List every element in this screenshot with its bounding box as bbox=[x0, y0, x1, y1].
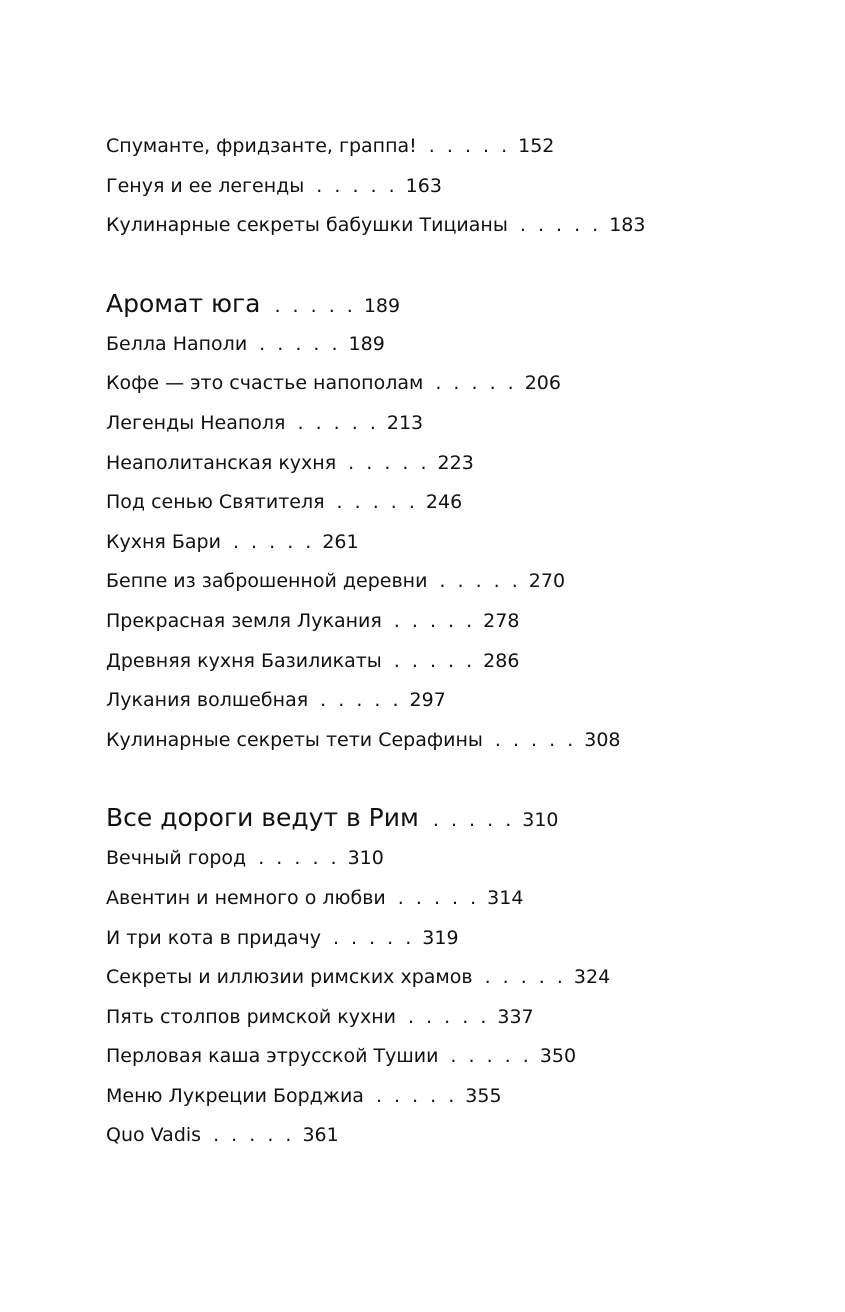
toc-entry bbox=[106, 486, 806, 526]
entry-title: Неаполитанская кухня bbox=[106, 451, 337, 474]
dot-leader: . . . . . bbox=[519, 214, 602, 237]
entry-title: Беппе из заброшенной деревни bbox=[106, 570, 428, 593]
toc-entry bbox=[106, 684, 806, 724]
entry-title: Белла Наполи bbox=[106, 332, 248, 355]
dot-leader: . . . . . bbox=[393, 609, 476, 632]
entry-title: Пять столпов римской кухни bbox=[106, 1005, 397, 1028]
toc-entry bbox=[106, 367, 806, 407]
entry-title: Спуманте, фридзанте, граппа! bbox=[106, 135, 417, 157]
entry-page: 223 bbox=[437, 451, 474, 474]
entry-page: 310 bbox=[347, 847, 384, 870]
dot-leader: . . . . . bbox=[297, 411, 379, 434]
section-heading bbox=[106, 288, 806, 328]
section-heading bbox=[106, 802, 806, 842]
section-page: 189 bbox=[363, 294, 401, 317]
toc-entry bbox=[106, 842, 806, 882]
dot-leader: . . . . . bbox=[348, 451, 430, 474]
dot-leader: . . . . . bbox=[232, 530, 315, 553]
toc-entry bbox=[106, 922, 806, 962]
entry-page: 308 bbox=[584, 728, 621, 751]
dot-leader: . . . . . bbox=[397, 886, 480, 909]
entry-title: Вечный город bbox=[106, 847, 247, 870]
entry-page: 152 bbox=[518, 135, 555, 157]
entry-page: 213 bbox=[386, 411, 424, 434]
entry-page: 350 bbox=[539, 1045, 577, 1068]
entry-page: 163 bbox=[405, 174, 442, 197]
entry-page: 324 bbox=[573, 966, 611, 989]
entry-title: И три кота в придачу bbox=[106, 926, 321, 949]
entry-title: Генуя и ее легенды bbox=[106, 174, 305, 197]
entry-title: Кухня Бари bbox=[106, 530, 221, 553]
toc-entry bbox=[106, 407, 806, 447]
toc-entry bbox=[106, 605, 806, 645]
dot-leader: . . . . . bbox=[320, 689, 402, 712]
toc-entry bbox=[106, 1080, 806, 1120]
entry-title: Легенды Неаполя bbox=[106, 411, 286, 434]
entry-page: 355 bbox=[465, 1084, 502, 1107]
entry-page: 246 bbox=[425, 491, 463, 514]
section-title: Все дороги ведут в Рим bbox=[106, 803, 419, 833]
toc-entry bbox=[106, 130, 806, 170]
toc-entry bbox=[106, 882, 806, 922]
entry-page: 261 bbox=[322, 530, 359, 553]
toc-entry bbox=[106, 1119, 806, 1159]
entry-title: Авентин и немного о любви bbox=[106, 886, 386, 909]
toc-entry bbox=[106, 645, 806, 685]
entry-title: Перловая каша этрусской Тушии bbox=[106, 1045, 439, 1068]
entry-title: Секреты и иллюзии римских храмов bbox=[106, 966, 473, 989]
dot-leader: . . . . . bbox=[213, 1124, 295, 1147]
table-of-contents bbox=[106, 130, 806, 1159]
dot-leader: . . . . . bbox=[316, 174, 398, 197]
entry-title: Под сенью Святителя bbox=[106, 491, 325, 514]
entry-page: 286 bbox=[483, 649, 520, 672]
dot-leader: . . . . . bbox=[432, 809, 515, 832]
toc-entry bbox=[106, 447, 806, 487]
entry-page: 297 bbox=[409, 689, 446, 712]
entry-page: 278 bbox=[483, 609, 520, 632]
dot-leader: . . . . . bbox=[336, 491, 418, 514]
entry-page: 270 bbox=[528, 570, 566, 593]
toc-entry bbox=[106, 1040, 806, 1080]
toc-entry bbox=[106, 1001, 806, 1041]
dot-leader: . . . . . bbox=[274, 294, 356, 317]
entry-page: 361 bbox=[302, 1124, 339, 1147]
toc-entry bbox=[106, 565, 806, 605]
dot-leader: . . . . . bbox=[408, 1005, 490, 1028]
entry-title: Кофе — это счастье напополам bbox=[106, 372, 424, 395]
dot-leader: . . . . . bbox=[393, 649, 476, 672]
section-title: Аромат юга bbox=[106, 288, 261, 318]
entry-title: Древняя кухня Базиликаты bbox=[106, 649, 382, 672]
dot-leader: . . . . . bbox=[375, 1084, 458, 1107]
dot-leader: . . . . . bbox=[258, 847, 340, 870]
entry-page: 189 bbox=[348, 332, 385, 355]
toc-entry bbox=[106, 724, 806, 764]
toc-entry bbox=[106, 961, 806, 1001]
section-page: 310 bbox=[522, 809, 559, 832]
entry-title: Quo Vadis bbox=[106, 1124, 202, 1147]
dot-leader: . . . . . bbox=[494, 728, 577, 751]
toc-entry bbox=[106, 526, 806, 566]
toc-entry bbox=[106, 328, 806, 368]
entry-title: Кулинарные секреты тети Серафины bbox=[106, 728, 483, 751]
dot-leader: . . . . . bbox=[439, 570, 521, 593]
section-spacer bbox=[106, 249, 806, 288]
dot-leader: . . . . . bbox=[428, 135, 511, 157]
dot-leader: . . . . . bbox=[259, 332, 341, 355]
entry-title: Кулинарные секреты бабушки Тицианы bbox=[106, 214, 508, 237]
entry-page: 319 bbox=[422, 926, 459, 949]
dot-leader: . . . . . bbox=[332, 926, 415, 949]
toc-entry bbox=[106, 170, 806, 210]
toc-entry bbox=[106, 209, 806, 249]
entry-page: 314 bbox=[487, 886, 524, 909]
entry-page: 206 bbox=[524, 372, 561, 395]
section-spacer bbox=[106, 763, 806, 802]
entry-title: Лукания волшебная bbox=[106, 689, 309, 712]
dot-leader: . . . . . bbox=[450, 1045, 532, 1068]
entry-title: Прекрасная земля Лукания bbox=[106, 609, 382, 632]
entry-page: 337 bbox=[497, 1005, 534, 1028]
entry-page: 183 bbox=[609, 214, 646, 237]
dot-leader: . . . . . bbox=[435, 372, 517, 395]
entry-title: Меню Лукреции Борджиа bbox=[106, 1084, 364, 1107]
dot-leader: . . . . . bbox=[484, 966, 566, 989]
